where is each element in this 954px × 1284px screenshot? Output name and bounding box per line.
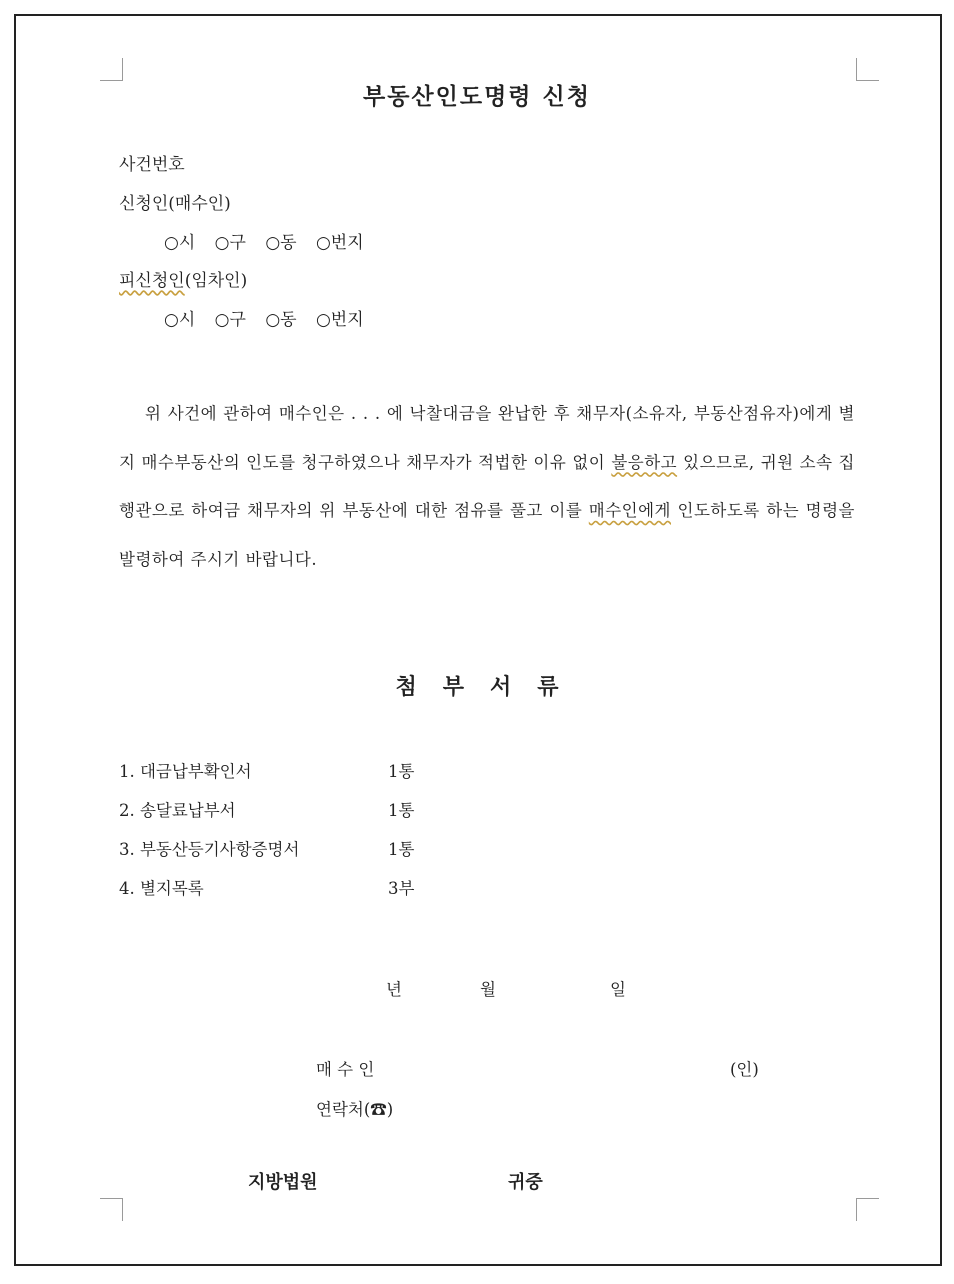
date-year: 년 — [386, 980, 402, 999]
respondent-address: ○시 ○구 ○동 ○번지 — [164, 310, 364, 330]
respondent-label-rest: (임차인) — [184, 271, 248, 291]
attachment-item-name: 1. 대금납부확인서 — [119, 762, 252, 781]
request-body — [119, 390, 855, 584]
date-month: 월 — [480, 980, 496, 999]
attachment-item-qty: 1통 — [388, 840, 415, 859]
date-day: 일 — [610, 980, 626, 999]
case-number-label: 사건번호 — [119, 155, 185, 175]
body-part-3: 인도하도록 하는 명령을 발령하여 주시기 바랍니다. — [119, 501, 855, 569]
body-underlined-1: 불응하고 — [611, 452, 678, 472]
buyer-label: 매 수 인 — [316, 1060, 375, 1079]
applicant-label: 신청인(매수인) — [119, 194, 231, 214]
attachments-title: 첨부서류 — [395, 674, 585, 700]
attachment-item-qty: 3부 — [388, 879, 415, 898]
body-underlined-2: 매수인에게 — [588, 501, 671, 520]
attachment-item-name: 2. 송달료납부서 — [119, 801, 236, 820]
body-part-1: 위 사건에 관하여 매수인은 . . . 에 낙찰대금을 완납한 후 채무자(소유자, 부동산점유자)에게 별지 매수부동산의 인도를 청구하였으나 채무자가 적법한 이유 없이 — [119, 404, 855, 472]
applicant-address: ○시 ○구 ○동 ○번지 — [164, 233, 364, 253]
crop-mark-bottom-left — [100, 1198, 123, 1221]
crop-mark-bottom-right — [856, 1198, 879, 1221]
seal-mark: (인) — [730, 1060, 759, 1079]
attachment-item-name: 3. 부동산등기사항증명서 — [119, 840, 300, 859]
contact-label: 연락처(☎) — [316, 1100, 394, 1119]
respondent-label-underlined: 피신청인 — [119, 271, 185, 291]
attachment-item-qty: 1통 — [388, 762, 415, 781]
court-addressee: 귀중 — [508, 1172, 543, 1193]
attachment-item-name: 4. 별지목록 — [119, 879, 204, 898]
body-part-2: 있으므로, 귀원 소속 집행관으로 하여금 채무자의 위 부동산에 대한 점유를 풀고 이를 — [119, 452, 855, 520]
attachment-item-qty: 1통 — [388, 801, 415, 820]
document-title: 부동산인도명령 신청 — [363, 83, 591, 110]
court-name: 지방법원 — [248, 1172, 318, 1193]
respondent-label — [119, 266, 247, 291]
